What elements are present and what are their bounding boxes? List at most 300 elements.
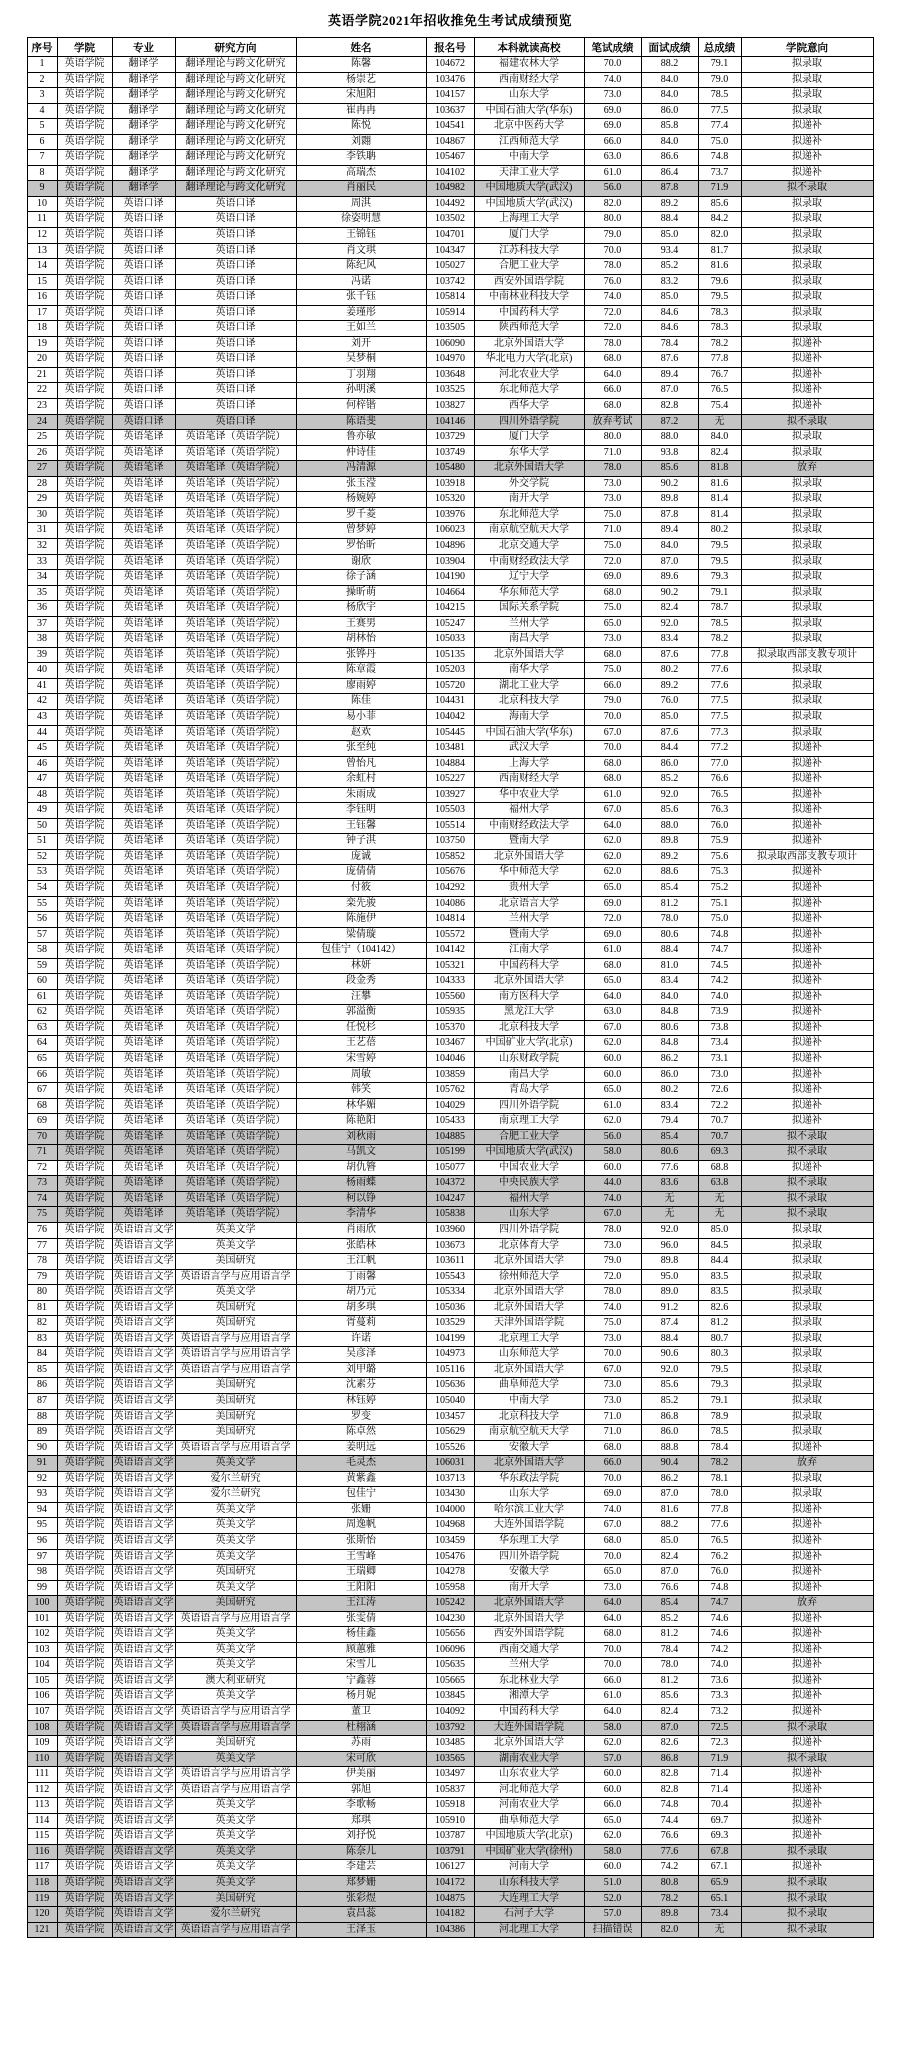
col-total-score: 81.6 — [698, 476, 741, 492]
table-row — [27, 1596, 873, 1612]
table-row — [27, 1176, 873, 1192]
col-name: 陈馨 — [296, 57, 426, 73]
col-research-direction: 英语笔译（英语学院） — [175, 1160, 296, 1176]
col-college-intention: 拟录取 — [741, 1254, 873, 1270]
col-registration-number: 103529 — [426, 1316, 474, 1332]
col-index: 110 — [27, 1751, 57, 1767]
col-total-score: 69.7 — [698, 1813, 741, 1829]
col-name: 徐子涵 — [296, 570, 426, 586]
col-college-intention: 拟录取 — [741, 709, 873, 725]
col-index: 17 — [27, 305, 57, 321]
col-research-direction: 英美文学 — [175, 1549, 296, 1565]
col-major: 英语语言文学 — [112, 1642, 175, 1658]
col-index: 20 — [27, 352, 57, 368]
col-college-intention: 拟录取 — [741, 196, 873, 212]
col-research-direction: 英语笔译（英语学院） — [175, 849, 296, 865]
col-major: 英语笔译 — [112, 445, 175, 461]
col-undergraduate-university: 福州大学 — [474, 803, 584, 819]
table-row — [27, 1891, 873, 1907]
col-name: 周逸帆 — [296, 1518, 426, 1534]
col-undergraduate-university: 中南财经政法大学 — [474, 818, 584, 834]
col-research-direction: 英语笔译（英语学院） — [175, 1052, 296, 1068]
col-major: 英语笔译 — [112, 849, 175, 865]
col-college-intention: 拟递补 — [741, 880, 873, 896]
col-registration-number: 103497 — [426, 1767, 474, 1783]
col-college: 英语学院 — [57, 834, 112, 850]
col-name: 李铁聃 — [296, 150, 426, 166]
col-undergraduate-university: 中国矿业大学(北京) — [474, 1036, 584, 1052]
col-college: 英语学院 — [57, 228, 112, 244]
col-interview-score: 无 — [641, 1207, 698, 1223]
col-name: 张彩煜 — [296, 1891, 426, 1907]
col-college: 英语学院 — [57, 678, 112, 694]
col-interview-score: 78.0 — [641, 1658, 698, 1674]
col-college: 英语学院 — [57, 1673, 112, 1689]
col-major: 英语语言文学 — [112, 1844, 175, 1860]
col-major: 英语笔译 — [112, 818, 175, 834]
col-college-intention: 拟不录取 — [741, 1844, 873, 1860]
table-row — [27, 1378, 873, 1394]
col-research-direction: 英语笔译（英语学院） — [175, 880, 296, 896]
col-written-score: 66.0 — [584, 678, 641, 694]
table-row — [27, 1020, 873, 1036]
col-total-score: 73.2 — [698, 1704, 741, 1720]
table-row — [27, 243, 873, 259]
col-research-direction: 英美文学 — [175, 1238, 296, 1254]
col-college-intention: 拟录取 — [741, 523, 873, 539]
table-row — [27, 1580, 873, 1596]
col-total-score: 69.3 — [698, 1145, 741, 1161]
col-written-score: 57.0 — [584, 1907, 641, 1923]
col-index: 39 — [27, 647, 57, 663]
col-major: 英语语言文学 — [112, 1409, 175, 1425]
col-research-direction: 英语语言学与应用语言学 — [175, 1720, 296, 1736]
table-row — [27, 1782, 873, 1798]
col-research-direction: 英国研究 — [175, 1565, 296, 1581]
col-index: 12 — [27, 228, 57, 244]
col-major: 英语语言文学 — [112, 1891, 175, 1907]
col-college-intention: 拟录取 — [741, 538, 873, 554]
col-research-direction: 英语笔译（英语学院） — [175, 1036, 296, 1052]
col-undergraduate-university: 兰州大学 — [474, 912, 584, 928]
col-interview-score: 90.6 — [641, 1347, 698, 1363]
col-college: 英语学院 — [57, 1829, 112, 1845]
col-interview-score: 85.0 — [641, 1533, 698, 1549]
col-undergraduate-university: 河北理工大学 — [474, 1922, 584, 1938]
col-college: 英语学院 — [57, 554, 112, 570]
col-college: 英语学院 — [57, 1300, 112, 1316]
col-name: 余虹村 — [296, 772, 426, 788]
table-row — [27, 1704, 873, 1720]
col-college-intention: 拟递补 — [741, 1114, 873, 1130]
table-row — [27, 492, 873, 508]
col-total-score: 75.9 — [698, 834, 741, 850]
col-college-intention: 拟录取 — [741, 1347, 873, 1363]
col-written-score: 68.0 — [584, 585, 641, 601]
col-total-score: 75.1 — [698, 896, 741, 912]
col-interview-score: 84.0 — [641, 989, 698, 1005]
col-written-score: 69.0 — [584, 927, 641, 943]
col-total-score: 79.6 — [698, 274, 741, 290]
col-interview-score: 87.4 — [641, 1316, 698, 1332]
col-registration-number: 104970 — [426, 352, 474, 368]
col-index: 27 — [27, 461, 57, 477]
col-registration-number: 103749 — [426, 445, 474, 461]
col-interview-score: 92.0 — [641, 616, 698, 632]
col-registration-number: 105040 — [426, 1394, 474, 1410]
col-interview-score: 88.0 — [641, 818, 698, 834]
col-research-direction: 英语笔译（英语学院） — [175, 1098, 296, 1114]
col-index: 16 — [27, 290, 57, 306]
col-index: 114 — [27, 1813, 57, 1829]
col-undergraduate-university: 中国地质大学(武汉) — [474, 1145, 584, 1161]
table-row — [27, 647, 873, 663]
col-index: 52 — [27, 849, 57, 865]
col-interview-score: 93.4 — [641, 243, 698, 259]
col-college: 英语学院 — [57, 196, 112, 212]
col-college: 英语学院 — [57, 896, 112, 912]
col-college: 英语学院 — [57, 523, 112, 539]
col-written-score: 73.0 — [584, 1580, 641, 1596]
col-undergraduate-university: 山东财政学院 — [474, 1052, 584, 1068]
col-name: 宋旭阳 — [296, 88, 426, 104]
col-major: 英语笔译 — [112, 1005, 175, 1021]
col-undergraduate-university: 南京航空航天大学 — [474, 523, 584, 539]
col-name: 柯以铮 — [296, 1191, 426, 1207]
col-undergraduate-university: 南昌大学 — [474, 632, 584, 648]
col-written-score: 60.0 — [584, 1782, 641, 1798]
col-research-direction: 英语笔译（英语学院） — [175, 927, 296, 943]
col-major: 英语笔译 — [112, 647, 175, 663]
col-college: 英语学院 — [57, 1114, 112, 1130]
col-undergraduate-university: 辽宁大学 — [474, 570, 584, 586]
col-college: 英语学院 — [57, 72, 112, 88]
col-written-score: 72.0 — [584, 912, 641, 928]
col-registration-number: 105910 — [426, 1813, 474, 1829]
col-index: 48 — [27, 787, 57, 803]
col-undergraduate-university: 江南大学 — [474, 943, 584, 959]
col-written-score: 68.0 — [584, 647, 641, 663]
col-major: 英语语言文学 — [112, 1922, 175, 1938]
col-interview-score: 87.6 — [641, 352, 698, 368]
col-major: 英语笔译 — [112, 1052, 175, 1068]
col-college: 英语学院 — [57, 88, 112, 104]
col-registration-number: 104046 — [426, 1052, 474, 1068]
table-row — [27, 1394, 873, 1410]
col-registration-number: 105116 — [426, 1362, 474, 1378]
col-total-score: 84.4 — [698, 1254, 741, 1270]
col-name: 黄紫鑫 — [296, 1471, 426, 1487]
table-row — [27, 663, 873, 679]
col-index: 9 — [27, 181, 57, 197]
col-interview-score: 82.4 — [641, 601, 698, 617]
col-registration-number: 104292 — [426, 880, 474, 896]
col-index: 104 — [27, 1658, 57, 1674]
col-total-score: 78.0 — [698, 1487, 741, 1503]
col-name: 仲诗佳 — [296, 445, 426, 461]
col-total-score: 74.8 — [698, 1580, 741, 1596]
col-registration-number: 104372 — [426, 1176, 474, 1192]
table-row — [27, 1642, 873, 1658]
col-interview-score: 85.4 — [641, 1129, 698, 1145]
col-total-score: 78.3 — [698, 305, 741, 321]
table-row — [27, 1751, 873, 1767]
col-name: 宁鑫蓉 — [296, 1673, 426, 1689]
col-college: 英语学院 — [57, 1549, 112, 1565]
col-undergraduate-university: 四川外语学院 — [474, 414, 584, 430]
table-row — [27, 181, 873, 197]
col-written-score: 64.0 — [584, 1596, 641, 1612]
col-college-intention: 拟递补 — [741, 1502, 873, 1518]
col-major: 英语笔译 — [112, 554, 175, 570]
col-written-score: 78.0 — [584, 461, 641, 477]
col-college: 英语学院 — [57, 1596, 112, 1612]
col-undergraduate-university: 南开大学 — [474, 1580, 584, 1596]
col-name: 陈佳 — [296, 694, 426, 710]
col-college: 英语学院 — [57, 1456, 112, 1472]
col-undergraduate-university: 中国石油大学(华东) — [474, 725, 584, 741]
col-undergraduate-university: 北京外国语大学 — [474, 1456, 584, 1472]
col-major: 英语笔译 — [112, 507, 175, 523]
table-row — [27, 165, 873, 181]
col-written-score: 70.0 — [584, 1471, 641, 1487]
col-total-score: 74.6 — [698, 1627, 741, 1643]
col-major: 翻译学 — [112, 88, 175, 104]
col-college: 英语学院 — [57, 321, 112, 337]
col-written-score: 75.0 — [584, 601, 641, 617]
col-college-intention: 拟递补 — [741, 352, 873, 368]
col-total-score: 77.3 — [698, 725, 741, 741]
col-undergraduate-university: 中国地质大学(北京) — [474, 1829, 584, 1845]
col-index: 50 — [27, 818, 57, 834]
col-total-score: 71.4 — [698, 1782, 741, 1798]
col-registration-number: 105635 — [426, 1658, 474, 1674]
col-major: 英语语言文学 — [112, 1533, 175, 1549]
col-undergraduate-university: 安徽大学 — [474, 1565, 584, 1581]
col-registration-number: 104092 — [426, 1704, 474, 1720]
col-name: 吴梦桐 — [296, 352, 426, 368]
col-major: 英语语言文学 — [112, 1223, 175, 1239]
col-registration-number: 104042 — [426, 709, 474, 725]
col-college-intention: 拟递补 — [741, 1052, 873, 1068]
col-college-intention: 拟录取 — [741, 694, 873, 710]
col-written-score: 73.0 — [584, 632, 641, 648]
col-major: 英语口译 — [112, 352, 175, 368]
col-name: 胡林怡 — [296, 632, 426, 648]
col-interview-score: 80.6 — [641, 1020, 698, 1036]
col-major: 翻译学 — [112, 57, 175, 73]
col-major: 英语笔译 — [112, 989, 175, 1005]
col-interview-score: 74.2 — [641, 1860, 698, 1876]
col-college: 英语学院 — [57, 803, 112, 819]
col-name: 廖雨婷 — [296, 678, 426, 694]
col-college: 英语学院 — [57, 1020, 112, 1036]
col-undergraduate-university: 北京中医药大学 — [474, 119, 584, 135]
page-title: 英语学院2021年招收推免生考试成绩预览 — [327, 13, 572, 28]
table-row — [27, 554, 873, 570]
col-college: 英语学院 — [57, 647, 112, 663]
col-written-score: 74.0 — [584, 1191, 641, 1207]
col-research-direction: 英语笔译（英语学院） — [175, 678, 296, 694]
col-interview-score: 85.6 — [641, 803, 698, 819]
col-index: 111 — [27, 1767, 57, 1783]
table-row — [27, 1502, 873, 1518]
col-registration-number: 104672 — [426, 57, 474, 73]
col-written-score: 73.0 — [584, 1331, 641, 1347]
col-interview-score: 88.4 — [641, 1331, 698, 1347]
col-interview-score: 81.2 — [641, 1673, 698, 1689]
col-research-direction: 英语笔译（英语学院） — [175, 538, 296, 554]
col-index: 92 — [27, 1471, 57, 1487]
column-header-col-registration-number: 报名号 — [426, 38, 474, 57]
col-college-intention: 拟录取 — [741, 72, 873, 88]
col-name: 林妍 — [296, 958, 426, 974]
col-college-intention: 拟录取 — [741, 290, 873, 306]
col-interview-score: 86.8 — [641, 1409, 698, 1425]
col-research-direction: 英语笔译（英语学院） — [175, 1114, 296, 1130]
col-research-direction: 英美文学 — [175, 1223, 296, 1239]
col-college-intention: 拟递补 — [741, 865, 873, 881]
col-major: 翻译学 — [112, 72, 175, 88]
col-total-score: 79.1 — [698, 57, 741, 73]
col-undergraduate-university: 山东大学 — [474, 1487, 584, 1503]
col-interview-score: 86.0 — [641, 1067, 698, 1083]
table-row — [27, 1922, 873, 1938]
col-registration-number: 105935 — [426, 1005, 474, 1021]
col-major: 英语语言文学 — [112, 1782, 175, 1798]
col-interview-score: 82.4 — [641, 1549, 698, 1565]
table-row — [27, 1658, 873, 1674]
col-written-score: 52.0 — [584, 1891, 641, 1907]
col-total-score: 74.7 — [698, 943, 741, 959]
col-total-score: 78.3 — [698, 321, 741, 337]
col-undergraduate-university: 北京科技大学 — [474, 694, 584, 710]
col-interview-score: 89.8 — [641, 492, 698, 508]
col-name: 胡仇簪 — [296, 1160, 426, 1176]
col-written-score: 71.0 — [584, 1425, 641, 1441]
col-registration-number: 105227 — [426, 772, 474, 788]
col-college: 英语学院 — [57, 1083, 112, 1099]
col-written-score: 68.0 — [584, 1440, 641, 1456]
col-undergraduate-university: 曲阜师范大学 — [474, 1378, 584, 1394]
col-index: 40 — [27, 663, 57, 679]
col-college-intention: 拟录取 — [741, 585, 873, 601]
table-row — [27, 1067, 873, 1083]
col-total-score: 无 — [698, 1207, 741, 1223]
col-college: 英语学院 — [57, 1565, 112, 1581]
col-college: 英语学院 — [57, 1067, 112, 1083]
col-college-intention: 拟录取 — [741, 1378, 873, 1394]
col-college-intention: 拟录取 — [741, 1362, 873, 1378]
col-written-score: 68.0 — [584, 756, 641, 772]
col-name: 王赛男 — [296, 616, 426, 632]
col-name: 陈章霞 — [296, 663, 426, 679]
col-interview-score: 86.0 — [641, 756, 698, 772]
col-written-score: 放弃考试 — [584, 414, 641, 430]
col-undergraduate-university: 暨南大学 — [474, 927, 584, 943]
column-header-col-interview-score: 面试成绩 — [641, 38, 698, 57]
col-name: 曾怡凡 — [296, 756, 426, 772]
col-research-direction: 美国研究 — [175, 1736, 296, 1752]
col-major: 英语笔译 — [112, 476, 175, 492]
col-written-score: 75.0 — [584, 507, 641, 523]
col-research-direction: 英美文学 — [175, 1642, 296, 1658]
col-registration-number: 103792 — [426, 1720, 474, 1736]
col-undergraduate-university: 北京交通大学 — [474, 538, 584, 554]
col-index: 106 — [27, 1689, 57, 1705]
col-written-score: 79.0 — [584, 1254, 641, 1270]
col-college: 英语学院 — [57, 1098, 112, 1114]
table-row — [27, 1767, 873, 1783]
col-name: 罗怡昕 — [296, 538, 426, 554]
col-research-direction: 英语笔译（英语学院） — [175, 709, 296, 725]
col-interview-score: 92.0 — [641, 1362, 698, 1378]
col-total-score: 78.2 — [698, 336, 741, 352]
col-index: 55 — [27, 896, 57, 912]
col-research-direction: 英语笔译（英语学院） — [175, 1005, 296, 1021]
col-name: 汪攀 — [296, 989, 426, 1005]
col-interview-score: 76.6 — [641, 1580, 698, 1596]
table-row — [27, 818, 873, 834]
col-index: 26 — [27, 445, 57, 461]
col-name: 陈施伊 — [296, 912, 426, 928]
col-major: 英语笔译 — [112, 787, 175, 803]
col-interview-score: 88.2 — [641, 1518, 698, 1534]
col-interview-score: 89.6 — [641, 570, 698, 586]
col-undergraduate-university: 东北林业大学 — [474, 1673, 584, 1689]
col-undergraduate-university: 东北师范大学 — [474, 507, 584, 523]
col-written-score: 78.0 — [584, 336, 641, 352]
col-undergraduate-university: 中南林业科技大学 — [474, 290, 584, 306]
col-index: 97 — [27, 1549, 57, 1565]
col-name: 许诺 — [296, 1331, 426, 1347]
col-college: 英语学院 — [57, 1425, 112, 1441]
col-name: 林钰婷 — [296, 1394, 426, 1410]
table-row — [27, 1720, 873, 1736]
col-undergraduate-university: 中国石油大学(华东) — [474, 103, 584, 119]
col-total-score: 74.6 — [698, 1611, 741, 1627]
col-college: 英语学院 — [57, 849, 112, 865]
col-major: 英语语言文学 — [112, 1860, 175, 1876]
col-interview-score: 89.8 — [641, 834, 698, 850]
col-total-score: 74.2 — [698, 1642, 741, 1658]
col-major: 英语语言文学 — [112, 1518, 175, 1534]
col-index: 5 — [27, 119, 57, 135]
col-name: 张玉滢 — [296, 476, 426, 492]
col-written-score: 62.0 — [584, 834, 641, 850]
col-name: 操昕萌 — [296, 585, 426, 601]
col-registration-number: 106031 — [426, 1456, 474, 1472]
col-college-intention: 拟录取 — [741, 88, 873, 104]
col-name: 陈语斐 — [296, 414, 426, 430]
col-college-intention: 拟录取 — [741, 507, 873, 523]
table-row — [27, 1362, 873, 1378]
col-research-direction: 英美文学 — [175, 1798, 296, 1814]
col-college: 英语学院 — [57, 1891, 112, 1907]
col-college: 英语学院 — [57, 1704, 112, 1720]
col-research-direction: 翻译理论与跨文化研究 — [175, 119, 296, 135]
col-undergraduate-university: 北京外国语大学 — [474, 1736, 584, 1752]
col-registration-number: 104215 — [426, 601, 474, 617]
col-name: 冯清源 — [296, 461, 426, 477]
col-college: 英语学院 — [57, 912, 112, 928]
col-name: 郑梦姗 — [296, 1875, 426, 1891]
col-name: 王泽玉 — [296, 1922, 426, 1938]
table-row — [27, 1129, 873, 1145]
col-undergraduate-university: 大连外国语学院 — [474, 1720, 584, 1736]
col-research-direction: 英语笔译（英语学院） — [175, 507, 296, 523]
col-registration-number: 104029 — [426, 1098, 474, 1114]
